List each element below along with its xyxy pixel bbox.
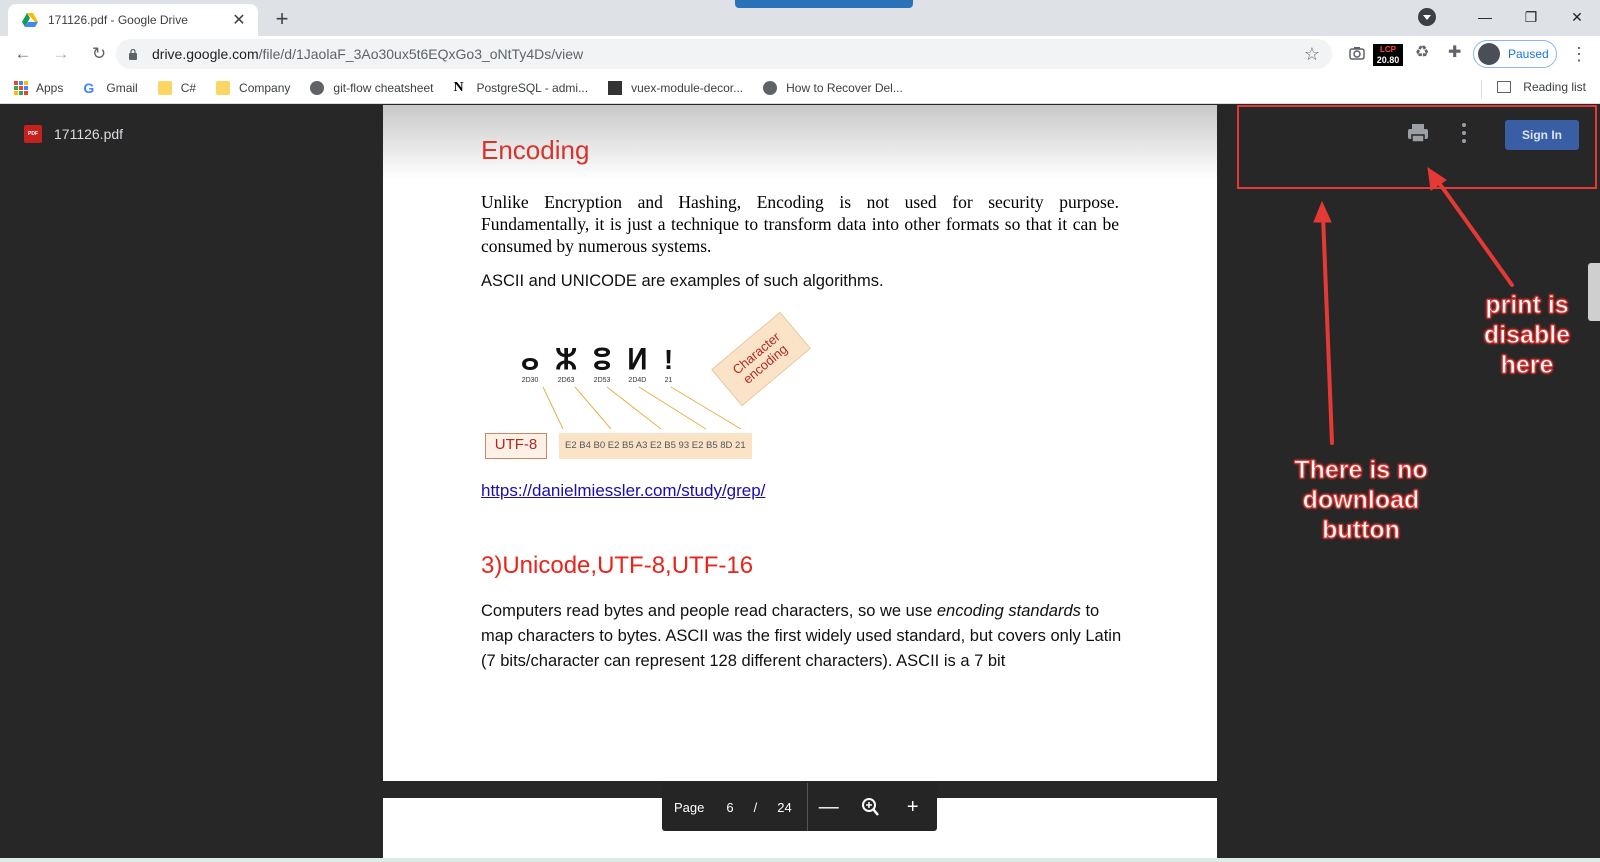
section-heading-2: 3)Unicode,UTF-8,UTF-16 xyxy=(481,552,754,579)
bookmark-git-flow[interactable] xyxy=(310,81,433,95)
google-g-icon: G xyxy=(83,79,95,96)
folder-icon xyxy=(216,81,230,95)
character-encoding-callout: Character encoding xyxy=(711,312,811,407)
browser-tab[interactable] xyxy=(8,4,258,36)
bookmark-label: C# xyxy=(180,80,197,95)
bookmark-vuex[interactable] xyxy=(608,81,743,95)
browser-menu-icon[interactable]: ⋮ xyxy=(1570,44,1588,64)
bookmark-star-icon[interactable]: ☆ xyxy=(1303,43,1320,64)
encoding-figure xyxy=(481,315,821,475)
forward-icon[interactable]: → xyxy=(52,44,70,63)
paragraph xyxy=(481,599,1131,674)
bookmark-csharp[interactable] xyxy=(158,81,196,95)
globe-icon xyxy=(763,81,777,95)
glyph-char: ⵣ xyxy=(555,344,578,375)
close-tab-icon[interactable]: ✕ xyxy=(232,12,246,29)
camera-extension-icon[interactable] xyxy=(1349,46,1365,60)
page-separator: / xyxy=(753,799,758,815)
bookmark-label: Company xyxy=(239,80,291,95)
glyph-char: ⵍ xyxy=(626,344,648,375)
new-tab-button[interactable]: + xyxy=(275,6,289,31)
window-controls xyxy=(1418,0,1600,34)
bookmark-label: PostgreSQL - admi... xyxy=(476,80,589,95)
pdf-page xyxy=(383,105,1217,781)
reload-icon[interactable]: ↻ xyxy=(91,44,107,63)
code-point: 21 xyxy=(664,377,673,384)
code-point: 2D63 xyxy=(557,377,575,384)
apps-grid-icon xyxy=(14,81,28,95)
window-accent-bar xyxy=(735,0,913,8)
sign-in-button[interactable]: Sign In xyxy=(1505,120,1579,150)
back-icon[interactable]: ← xyxy=(14,44,32,63)
reading-list-icon xyxy=(1497,81,1511,93)
reading-list-label: Reading list xyxy=(1523,80,1586,94)
recycle-extension-icon[interactable]: ♻ xyxy=(1415,44,1430,61)
url-text xyxy=(152,46,1304,62)
taskbar-edge xyxy=(0,858,1600,862)
utf8-label: UTF-8 xyxy=(485,433,547,459)
google-drive-icon xyxy=(22,12,38,28)
restore-icon[interactable]: ❐ xyxy=(1524,8,1538,25)
vuex-site-icon xyxy=(608,81,622,95)
code-point: 2D4D xyxy=(628,377,647,384)
page-navigator xyxy=(662,783,937,831)
text-run: to map characters to bytes. ASCII was the first widely used standard, but covers only Latin (7 bits/character can represent 128 different characters). ASCII is a 7 bit xyxy=(481,602,1122,670)
section-heading: Encoding xyxy=(481,135,590,165)
pdf-file-icon: PDF xyxy=(24,125,42,143)
close-window-icon[interactable]: ✕ xyxy=(1571,8,1583,25)
bookmark-postgresql[interactable] xyxy=(453,80,588,96)
total-pages: 24 xyxy=(777,799,792,815)
bookmark-label: vuex-module-decor... xyxy=(631,80,744,95)
page-label: Page xyxy=(674,799,705,815)
print-annotation: print is disable here xyxy=(1483,291,1571,379)
paragraph: Unlike Encryption and Hashing, Encoding is not used for security purpose. Fundamentally, it is just a technique to transform data into other formats so that it can be consumed by numerous systems. xyxy=(481,192,1119,256)
profile-status: Paused xyxy=(1508,47,1549,61)
tab-search-icon[interactable] xyxy=(1418,8,1436,26)
bookmark-recover[interactable] xyxy=(763,81,903,95)
bookmark-label: Gmail xyxy=(106,80,138,95)
bookmarks-bar xyxy=(0,72,1600,104)
address-bar[interactable] xyxy=(116,39,1332,69)
folder-icon xyxy=(158,81,172,95)
url-path: /file/d/1JaolaF_3Ao30ux5t6EQxGo3_oNtTy4Ds/view xyxy=(258,46,584,62)
emphasis: encoding standards xyxy=(936,602,1081,620)
avatar xyxy=(1478,43,1500,65)
file-name: 171126.pdf xyxy=(54,126,124,142)
notion-icon: N xyxy=(453,79,464,95)
code-point: 2D53 xyxy=(593,377,611,384)
url-host: drive.google.com xyxy=(152,46,259,62)
current-page-input[interactable]: 6 xyxy=(726,799,734,815)
divider xyxy=(1481,80,1482,98)
tab-strip xyxy=(0,0,1600,36)
profile-button[interactable] xyxy=(1473,40,1557,68)
glyph-char: ! xyxy=(663,344,674,375)
zoom-in-icon[interactable]: + xyxy=(906,795,919,818)
zoom-out-icon[interactable]: — xyxy=(818,795,839,818)
minimize-icon[interactable]: — xyxy=(1478,9,1492,25)
browser-toolbar xyxy=(0,36,1600,72)
text-run: Computers read bytes and people read characters, so we use xyxy=(481,602,937,620)
globe-icon xyxy=(310,81,324,95)
bookmark-company[interactable] xyxy=(216,81,290,95)
bookmark-apps[interactable] xyxy=(14,81,63,95)
file-header xyxy=(24,125,123,143)
bookmark-label: How to Recover Del... xyxy=(786,80,903,95)
code-point: 2D30 xyxy=(521,377,539,384)
bookmark-label: Apps xyxy=(36,80,64,95)
annotation-highlight-box xyxy=(1237,105,1597,189)
scrollbar-thumb[interactable] xyxy=(1588,263,1600,321)
glyph-char: ⵓ xyxy=(593,344,611,375)
glyph-char: ⴰ xyxy=(521,344,540,375)
tab-title: 171126.pdf - Google Drive xyxy=(48,13,188,27)
lock-icon xyxy=(128,48,138,60)
zoom-icon[interactable] xyxy=(850,796,892,818)
reading-list-button[interactable] xyxy=(1497,80,1586,94)
utf8-bytes: E2 B4 B0 E2 B5 A3 E2 B5 93 E2 B5 8D 21 xyxy=(559,433,752,459)
download-annotation: There is no download button xyxy=(1294,456,1428,544)
lcp-label: LCP xyxy=(1380,45,1396,54)
extensions-puzzle-icon[interactable]: ✚ xyxy=(1448,44,1462,61)
paragraph: ASCII and UNICODE are examples of such algorithms. xyxy=(481,272,884,290)
lcp-value: 20.80 xyxy=(1376,55,1400,65)
bookmark-gmail[interactable] xyxy=(83,80,137,96)
bookmark-label: git-flow cheatsheet xyxy=(333,80,434,95)
reference-link[interactable]: https://danielmiessler.com/study/grep/ xyxy=(481,481,766,500)
lcp-extension-badge[interactable] xyxy=(1373,44,1403,66)
